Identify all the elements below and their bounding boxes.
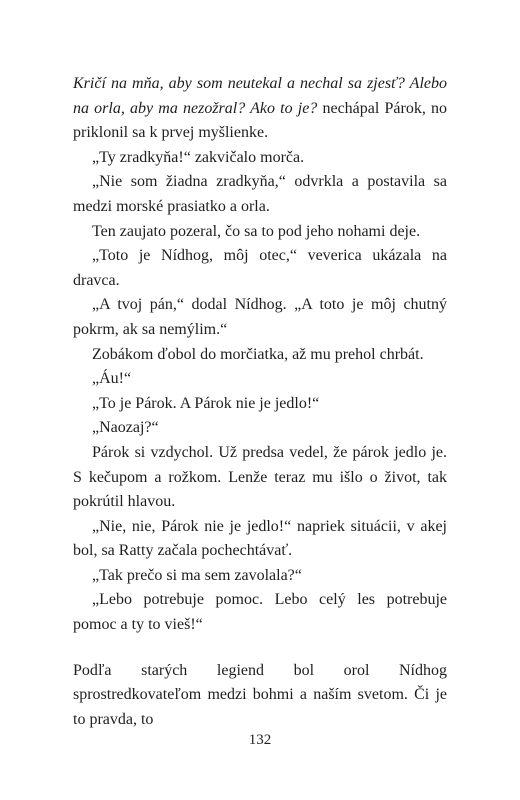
paragraph-3: „Nie som žiadna zradkyňa,“ odvrkla a postavila sa medzi morské prasiatko a orla.	[73, 173, 447, 215]
paragraph-11: Párok si vzdychol. Už predsa vedel, že párok jedlo je. S kečupom a rožkom. Lenže teraz mu išlo o život, tak pokrútil hlavou.	[73, 443, 447, 511]
paragraph-10: „Naozaj?“	[92, 419, 159, 437]
page-number: 132	[248, 732, 272, 748]
section-break	[73, 638, 447, 659]
paragraph-5: „Toto je Nídhog, môj otec,“ veverica ukázala na dravca.	[73, 247, 447, 289]
paragraph-6: „A tvoj pán,“ dodal Nídhog. „A toto je môj chutný pokrm, ak sa nemýlim.“	[73, 296, 447, 338]
paragraph-1	[73, 72, 447, 146]
book-page-text	[73, 72, 447, 732]
paragraph-7: Zobákom ďobol do morčiatka, až mu prehol chrbát.	[92, 345, 424, 363]
paragraph-12: „Nie, nie, Párok nie je jedlo!“ napriek situácii, v akej bol, sa Ratty začala pochechtávať.	[73, 517, 447, 560]
paragraph-13: „Tak prečo si ma sem zavolala?“	[92, 566, 302, 584]
paragraph-4: Ten zaujato pozeral, čo sa to pod jeho nohami deje.	[92, 222, 421, 240]
paragraph-1-text: nechápal Párok, no priklonil sa k prvej myšlienke.	[73, 99, 447, 142]
paragraph-2: „Ty zradkyňa!“ zakvičalo morča.	[92, 148, 305, 166]
paragraph-9: „To je Párok. A Párok nie je jedlo!“	[92, 394, 320, 412]
paragraph-14: „Lebo potrebuje pomoc. Lebo celý les potrebuje pomoc a ty to vieš!“	[73, 591, 447, 634]
section-paragraph: Podľa starých legiend bol orol Nídhog sprostredkovateľom medzi bohmi a naším svetom. Či je to pravda, to	[73, 661, 447, 728]
paragraph-1-italic-thought: Kričí na mňa, aby som neutekal a nechal sa zjesť? Alebo na orla, aby ma nezožral? Ako to je?	[73, 75, 447, 117]
paragraph-8: „Áu!“	[92, 370, 132, 388]
